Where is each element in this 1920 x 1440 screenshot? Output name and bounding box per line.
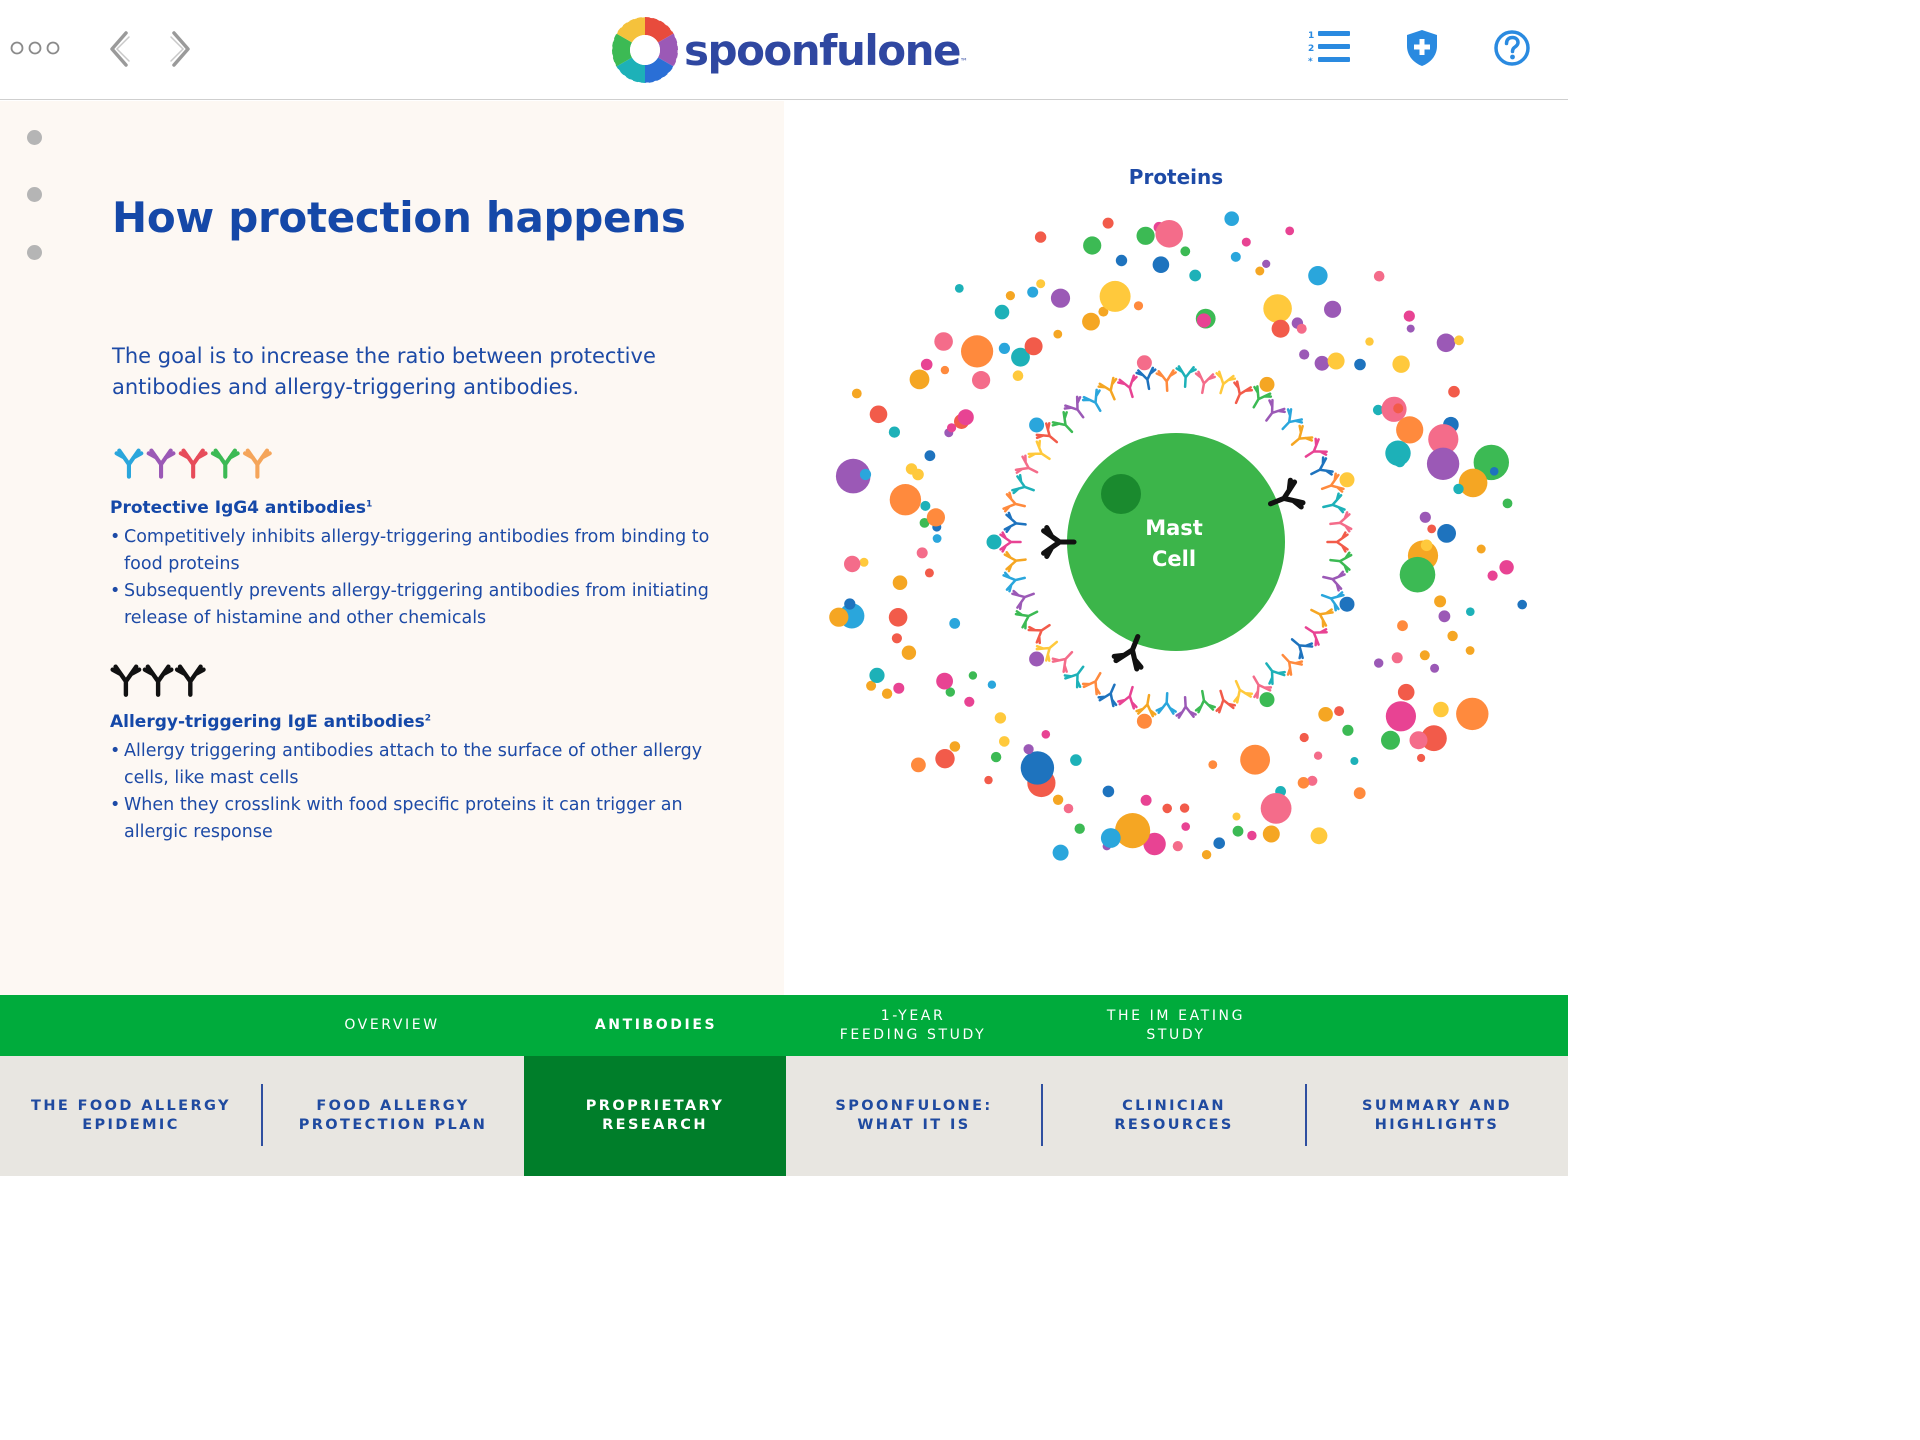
protein-dot (844, 598, 855, 609)
igg4-antibody (1321, 493, 1345, 516)
protein-dot (925, 450, 936, 461)
nav-food-allergy-protection-plan[interactable]: FOOD ALLERGY PROTECTION PLAN (298, 1098, 488, 1133)
igg4-antibody-icon (213, 451, 238, 477)
protein-dot (1439, 610, 1451, 622)
igg4-antibody (1028, 440, 1055, 467)
igg4-antibody (1176, 697, 1196, 718)
protein-dot (1434, 595, 1446, 607)
protein-dot (1398, 684, 1415, 701)
chevron-left-icon[interactable] (100, 28, 140, 70)
protein-dot (1261, 793, 1292, 824)
protein-dot (1466, 607, 1475, 616)
mast-cell-label-line2: Cell (1151, 547, 1197, 571)
protein-dot (936, 673, 953, 690)
protein-dot (1381, 731, 1400, 750)
protein-dot (1420, 650, 1430, 660)
more-dots-icon[interactable] (8, 34, 64, 62)
protein-dot (1311, 827, 1328, 844)
protein-dot (934, 332, 953, 351)
protein-dot (1181, 822, 1190, 831)
protein-dot (1410, 731, 1428, 749)
protein-dot (961, 335, 993, 367)
protein-dot (1324, 301, 1341, 318)
protein-dot (1453, 484, 1463, 494)
protective-bullets (110, 524, 730, 632)
protein-dot (927, 508, 945, 526)
protein-dot (999, 736, 1010, 747)
protein-dot (1240, 745, 1270, 775)
protein-dot (889, 427, 900, 438)
igg4-antibody-icon (245, 451, 270, 477)
protein-dot (988, 681, 996, 689)
bound-protein-dot (1029, 418, 1044, 433)
igg4-antibody (1001, 533, 1021, 552)
protein-dot (1447, 631, 1457, 641)
protein-dot (950, 741, 961, 752)
protein-dot (1042, 730, 1051, 739)
bound-protein-dot (1340, 597, 1355, 612)
protective-ref: 1 (365, 499, 373, 510)
igg4-antibody (1259, 399, 1286, 426)
protein-dot (1396, 416, 1423, 443)
protein-dot (1334, 706, 1344, 716)
allergy-heading (110, 712, 431, 732)
mast-cell-label (1124, 513, 1224, 575)
protein-dot (910, 370, 930, 390)
protein-dot (1180, 246, 1190, 256)
protein-dot (1300, 733, 1309, 742)
protein-dot (1006, 291, 1015, 300)
protein-dot (1082, 313, 1100, 331)
protein-dot (1141, 795, 1152, 806)
igg4-antibody (1176, 366, 1196, 387)
protein-dot (1517, 600, 1527, 610)
protein-dot (969, 671, 977, 679)
protein-dot (999, 343, 1010, 354)
igg4-antibody (1329, 551, 1351, 572)
protein-dot (1466, 646, 1475, 655)
bound-protein-dot (1340, 472, 1355, 487)
mast-cell-label-line1: Mast (1145, 516, 1203, 540)
protein-dot (1437, 334, 1456, 353)
protein-dot (1437, 524, 1456, 543)
protein-dot (1053, 795, 1063, 805)
igg4-antibody (1157, 370, 1177, 391)
protein-dot (1134, 301, 1143, 310)
protein-dot (1318, 707, 1333, 722)
protein-dot (1285, 227, 1294, 236)
page-dot-2[interactable] (27, 187, 42, 202)
igg4-antibody (1136, 368, 1158, 391)
nav-spoonfulone-what-it-is[interactable]: SPOONFULONE: WHAT IT IS (835, 1098, 993, 1133)
protein-dot (1255, 267, 1264, 276)
nav-proprietary-research[interactable]: PROPRIETARY RESEARCH (524, 1056, 786, 1176)
igg4-antibody (1012, 474, 1037, 499)
igg4-antibody (1003, 569, 1027, 592)
protein-dot (1392, 652, 1403, 663)
main-nav (0, 1056, 1568, 1176)
protein-dot (1454, 335, 1464, 345)
protein-dot (844, 556, 860, 572)
igg4-antibody (1136, 694, 1158, 717)
protein-dot (1298, 777, 1310, 789)
igg4-antibody (1227, 381, 1252, 407)
allergy-heading-text: Allergy-triggering IgE antibodies (110, 712, 425, 732)
bound-protein-dot (1137, 355, 1152, 370)
protein-dot (933, 534, 942, 543)
igg4-antibody-icon (181, 451, 206, 477)
ige-antibody-icon (177, 667, 203, 695)
list-item: • When they crosslink with food specific proteins it can trigger an allergic response (110, 795, 683, 842)
protein-dot (1488, 571, 1498, 581)
protein-dot (1427, 525, 1436, 534)
protein-dot (1448, 386, 1460, 398)
igg4-antibody (1028, 617, 1055, 644)
list-item: • Subsequently prevents allergy-triggering antibodies from initiating release of histamine and other chemicals (110, 581, 709, 628)
protein-dot (882, 689, 892, 699)
igg4-antibody (1328, 533, 1348, 552)
igg4-antibody (1227, 677, 1252, 703)
protein-dot (1299, 349, 1309, 359)
svg-text:1: 1 (1308, 31, 1315, 41)
protein-dot (869, 668, 884, 683)
tab-antibodies[interactable]: ANTIBODIES (594, 1017, 718, 1033)
protein-dot (1315, 356, 1330, 371)
igg4-antibody (1286, 632, 1313, 659)
top-bar (0, 0, 1568, 100)
igg4-antibody (1329, 512, 1351, 533)
protein-dot (1103, 786, 1115, 798)
allergy-ref: 2 (424, 713, 431, 724)
protein-dot (1272, 320, 1290, 338)
protein-dot (1392, 356, 1409, 373)
protein-dot (860, 558, 869, 567)
protein-dot (1231, 252, 1241, 262)
protein-dot (1308, 266, 1327, 285)
protein-dot (1233, 826, 1244, 837)
protein-dot (1051, 289, 1070, 308)
section-nav (0, 995, 1568, 1056)
protein-dot (1024, 744, 1034, 754)
igg4-antibody (1212, 688, 1236, 713)
mast-cell-diagram (784, 101, 1568, 995)
brand-trademark: ™ (959, 57, 968, 66)
list-item: • Competitively inhibits allergy-triggering antibodies from binding to food proteins (110, 527, 710, 574)
protein-dot (889, 608, 908, 627)
protein-dot (1354, 787, 1366, 799)
protein-dot (1477, 545, 1486, 554)
protein-dot (1420, 512, 1431, 523)
tab-im-eating-study[interactable]: THE IM EATING STUDY (1106, 1007, 1246, 1043)
page-dot-3[interactable] (27, 245, 42, 260)
protein-dot (921, 359, 933, 371)
protein-dot (1064, 804, 1074, 814)
protective-heading (110, 498, 372, 518)
protein-dot (1013, 370, 1024, 381)
protein-dot (964, 697, 974, 707)
protein-dot (892, 633, 902, 643)
protein-dot (870, 406, 888, 424)
igg4-antibody (1051, 411, 1078, 438)
protein-dot (1365, 337, 1373, 345)
protein-dot (1350, 757, 1358, 765)
bullet-text: Subsequently prevents allergy-triggering antibodies from initiating release of histamine and other chemicals (124, 581, 709, 628)
protein-dot (1116, 255, 1127, 266)
protein-dot (1397, 620, 1408, 631)
protein-dot (1430, 664, 1439, 673)
brand-name: spoonfulone (684, 25, 960, 75)
protein-dot (1180, 803, 1189, 812)
protein-dot (917, 547, 928, 558)
tab-overview[interactable]: OVERVIEW (344, 1017, 440, 1033)
bound-protein-dot (1137, 714, 1152, 729)
protein-dot (1297, 324, 1307, 334)
protein-dot (920, 501, 930, 511)
chevron-right-icon[interactable] (160, 28, 200, 70)
igg4-antibody (1082, 668, 1108, 695)
protein-dot (893, 575, 908, 590)
igg4-antibody (1259, 658, 1286, 685)
protein-dot (949, 618, 960, 629)
page-title: How protection happens (112, 193, 686, 242)
protein-dot (1137, 227, 1155, 245)
bound-protein-dot (1260, 377, 1275, 392)
protein-dot (1407, 325, 1415, 333)
protein-dot (972, 371, 990, 389)
protein-dot (860, 469, 871, 480)
igg4-antibody (1051, 646, 1078, 673)
protein-dot (1075, 824, 1085, 834)
protein-dot (893, 683, 904, 694)
protective-heading-text: Protective IgG4 antibodies (110, 498, 366, 518)
protein-dot (1027, 287, 1038, 298)
protein-dot (1053, 330, 1062, 339)
bullet-text: When they crosslink with food specific proteins it can trigger an allergic response (124, 795, 683, 842)
igg4-antibody (1157, 693, 1177, 714)
protein-dot (1386, 701, 1416, 731)
protein-dot (1224, 211, 1239, 226)
protein-dot (1213, 837, 1225, 849)
ige-antibody-icon (113, 667, 139, 695)
igg4-antibody (1082, 389, 1108, 416)
brand-ring-icon (610, 15, 680, 85)
protein-dot (984, 776, 992, 784)
protein-dot (1173, 841, 1183, 851)
protein-dot (902, 646, 916, 660)
protein-dot (1400, 557, 1436, 593)
igg4-antibody (1307, 457, 1333, 483)
bullet-text: Competitively inhibits allergy-triggering antibodies from binding to food proteins (124, 527, 710, 574)
igg4-antibody (1321, 568, 1345, 591)
intro-text: The goal is to increase the ratio between protective antibodies and allergy-triggering antibodies. (112, 344, 656, 399)
protein-dot (958, 409, 974, 425)
protein-dot (1103, 218, 1114, 229)
protein-dot (1263, 826, 1280, 843)
protein-dot (1342, 725, 1353, 736)
protein-dot (1035, 231, 1046, 242)
numbered-list-icon[interactable] (1304, 26, 1352, 70)
protein-dot (935, 749, 954, 768)
nav-clinician-resources[interactable]: CLINICIAN RESOURCES (1114, 1098, 1234, 1133)
protein-dot (906, 463, 917, 474)
tab-1-year-feeding-study[interactable]: 1-YEAR FEEDING STUDY (839, 1007, 987, 1043)
protein-dot (941, 366, 949, 374)
protein-dot (1021, 751, 1054, 784)
protein-dot (1025, 337, 1043, 355)
svg-text:2: 2 (1308, 44, 1315, 54)
igg4-antibody (1012, 585, 1037, 610)
protein-dot (1314, 752, 1322, 760)
protein-dot (1101, 828, 1121, 848)
protein-dot (1083, 236, 1101, 254)
protein-dot (1115, 813, 1150, 848)
protein-dot (995, 712, 1006, 723)
protein-dot (1208, 760, 1217, 769)
list-item: • Allergy triggering antibodies attach to the surface of other allergy cells, like mast cells (110, 741, 703, 788)
protein-dot (1421, 540, 1433, 552)
protein-dot (1417, 754, 1425, 762)
protein-dot (1404, 311, 1415, 322)
proteins-label: Proteins (1128, 165, 1224, 189)
igg4-antibody (1286, 425, 1313, 452)
protein-dot (1490, 467, 1499, 476)
protein-dot (1499, 560, 1513, 574)
ige-antibody-icons (110, 661, 210, 697)
igg4-antibody (1193, 690, 1215, 713)
protein-dot (1354, 359, 1366, 371)
protein-dot (911, 758, 926, 773)
protein-dot (1456, 698, 1488, 730)
protein-dot (1374, 658, 1383, 667)
help-circle-icon[interactable] (1490, 26, 1534, 70)
protein-dot (1247, 831, 1256, 840)
ige-antibody-icon (145, 667, 171, 695)
protein-dot (1427, 448, 1459, 480)
igg4-antibody (1307, 602, 1333, 628)
protein-dot (1053, 845, 1069, 861)
protein-dot (1242, 238, 1251, 247)
igg4-antibody (1005, 513, 1027, 534)
protein-dot (995, 305, 1010, 320)
protein-dot (1459, 469, 1488, 498)
protein-dot (991, 752, 1001, 762)
protein-dot (1202, 850, 1211, 859)
igg4-antibody-icon (117, 451, 142, 477)
protein-dot (1100, 281, 1131, 312)
protein-dot (1197, 313, 1211, 327)
igg4-antibody (1005, 550, 1027, 571)
protein-dot (925, 568, 934, 577)
protein-dot (1374, 271, 1385, 282)
protein-dot (1153, 256, 1170, 273)
protein-dot (1503, 499, 1513, 509)
protein-dot (1394, 456, 1405, 467)
igg4-antibody (1118, 684, 1142, 709)
protein-dot (852, 389, 862, 399)
protein-dot (1070, 754, 1082, 766)
igg4-antibody (1003, 492, 1027, 515)
protein-dot (1393, 403, 1403, 413)
content-panel (0, 101, 784, 995)
bound-protein-dot (1029, 652, 1044, 667)
brand-logo (610, 12, 968, 88)
bound-protein-dot (1260, 692, 1275, 707)
protein-dot (1162, 804, 1172, 814)
bullet-text: Allergy triggering antibodies attach to the surface of other allergy cells, like mast cells (124, 741, 703, 788)
nav-food-allergy-epidemic[interactable]: THE FOOD ALLERGY EPIDEMIC (31, 1098, 231, 1133)
protein-dot (829, 608, 848, 627)
mast-cell-nucleus (1101, 474, 1141, 514)
igg4-antibody (1212, 371, 1236, 396)
protein-dot (955, 284, 964, 293)
nav-summary-and-highlights[interactable]: SUMMARY AND HIGHLIGHTS (1361, 1098, 1512, 1133)
allergy-bullets (110, 738, 730, 846)
page-dot-1[interactable] (27, 130, 42, 145)
igg4-antibody-icons (110, 445, 282, 479)
protein-dot (890, 484, 921, 515)
shield-plus-icon[interactable] (1400, 26, 1444, 70)
protein-dot (1155, 220, 1183, 248)
igg4-antibody (1193, 372, 1215, 395)
protein-dot (1328, 353, 1345, 370)
protein-dot (1263, 294, 1292, 323)
igg4-antibody (1118, 375, 1142, 400)
protein-dot (1036, 279, 1045, 288)
protein-dot (1189, 270, 1201, 282)
protein-dot (1233, 813, 1241, 821)
svg-text:*: * (1308, 57, 1313, 67)
protein-dot (1433, 702, 1449, 718)
igg4-antibody-icon (149, 451, 174, 477)
protein-dot (1262, 260, 1270, 268)
bound-protein-dot (987, 535, 1002, 550)
